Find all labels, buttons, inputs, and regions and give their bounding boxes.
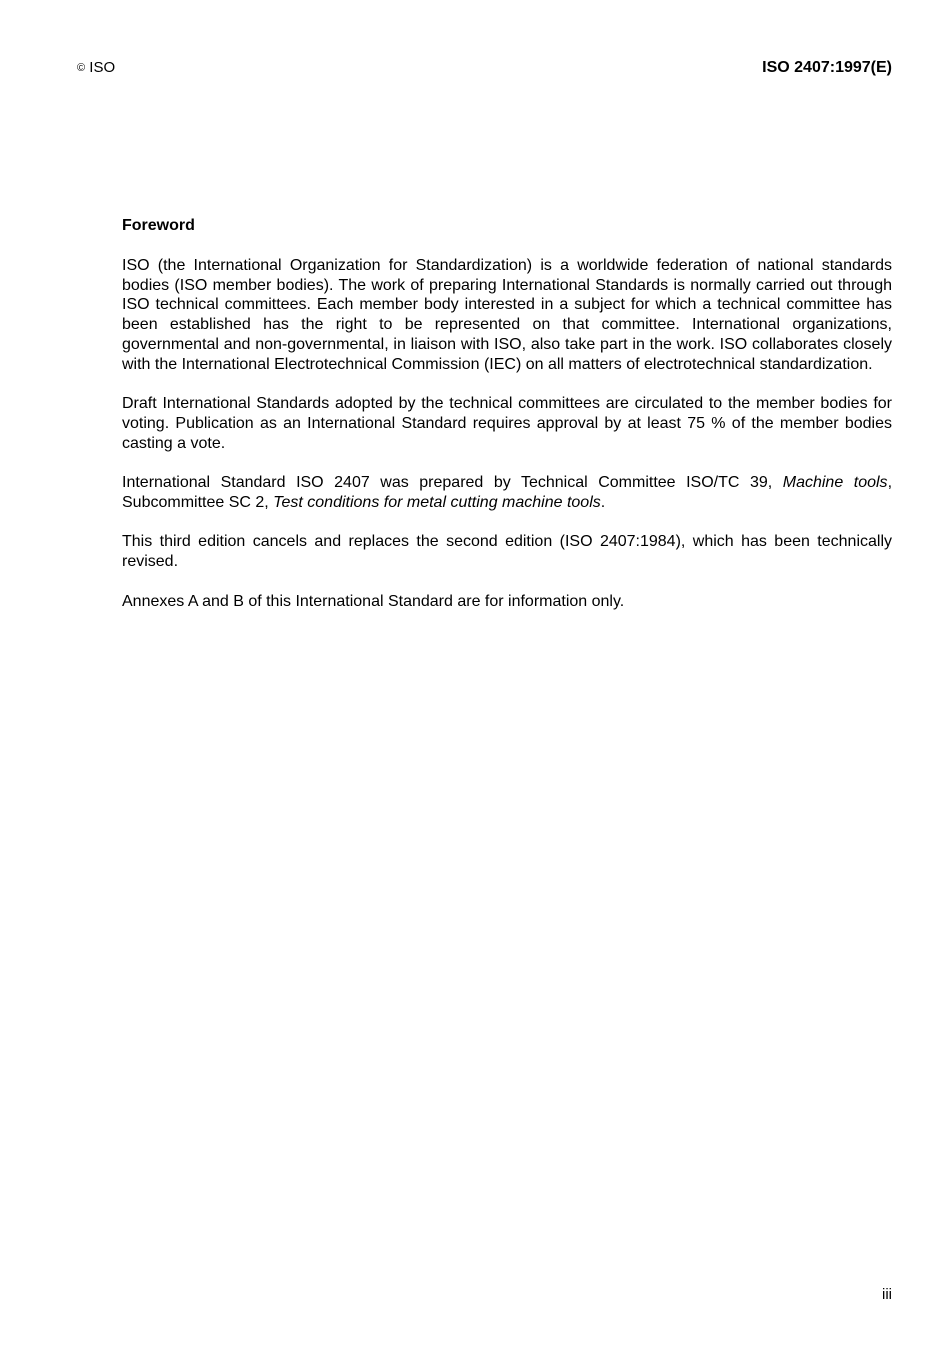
foreword-title: Foreword bbox=[122, 217, 195, 234]
foreword-paragraph-2: Draft International Standards adopted by the technical committees are circulated to the member bodies for voting. Publication as an International Standard requires approval by at least 75 % of the member bodies casting a vote. bbox=[122, 395, 892, 452]
foreword-paragraph-1: ISO (the International Organization for Standardization) is a worldwide federation of national standards bodies (ISO member bodies). The work of preparing International Standards is normally carried out through ISO technical committees. Each member body interested in a subject for which a technical committee has been established has the right to be represented on that committee. International organizations, governmental and non-governmental, in liaison with ISO, also take part in the work. ISO collaborates closely with the International Electrotechnical Commission (IEC) on all matters of electrotechnical standardization. bbox=[122, 256, 892, 373]
foreword-paragraph-5: Annexes A and B of this International Standard are for information only. bbox=[122, 592, 625, 610]
header-document-id: ISO 2407:1997(E) bbox=[762, 59, 892, 76]
foreword-section bbox=[122, 216, 892, 631]
subcommittee-name: Test conditions for metal cutting machine tools bbox=[273, 493, 601, 511]
p3-lead: International Standard ISO 2407 was prepared by Technical Committee ISO/TC 39, bbox=[122, 474, 783, 492]
header-organization: ISO bbox=[89, 59, 116, 76]
header-copyright bbox=[77, 59, 115, 77]
p3-middle: , Subcommittee SC 2, bbox=[122, 474, 893, 511]
committee-name: Machine tools bbox=[782, 474, 888, 492]
p3-end: . bbox=[600, 493, 606, 511]
foreword-paragraph-3 bbox=[122, 473, 892, 513]
page-number: iii bbox=[882, 1286, 892, 1303]
foreword-paragraph-4: This third edition cancels and replaces the second edition (ISO 2407:1984), which has been technically revised. bbox=[122, 533, 892, 571]
copyright-symbol: © bbox=[77, 62, 86, 74]
